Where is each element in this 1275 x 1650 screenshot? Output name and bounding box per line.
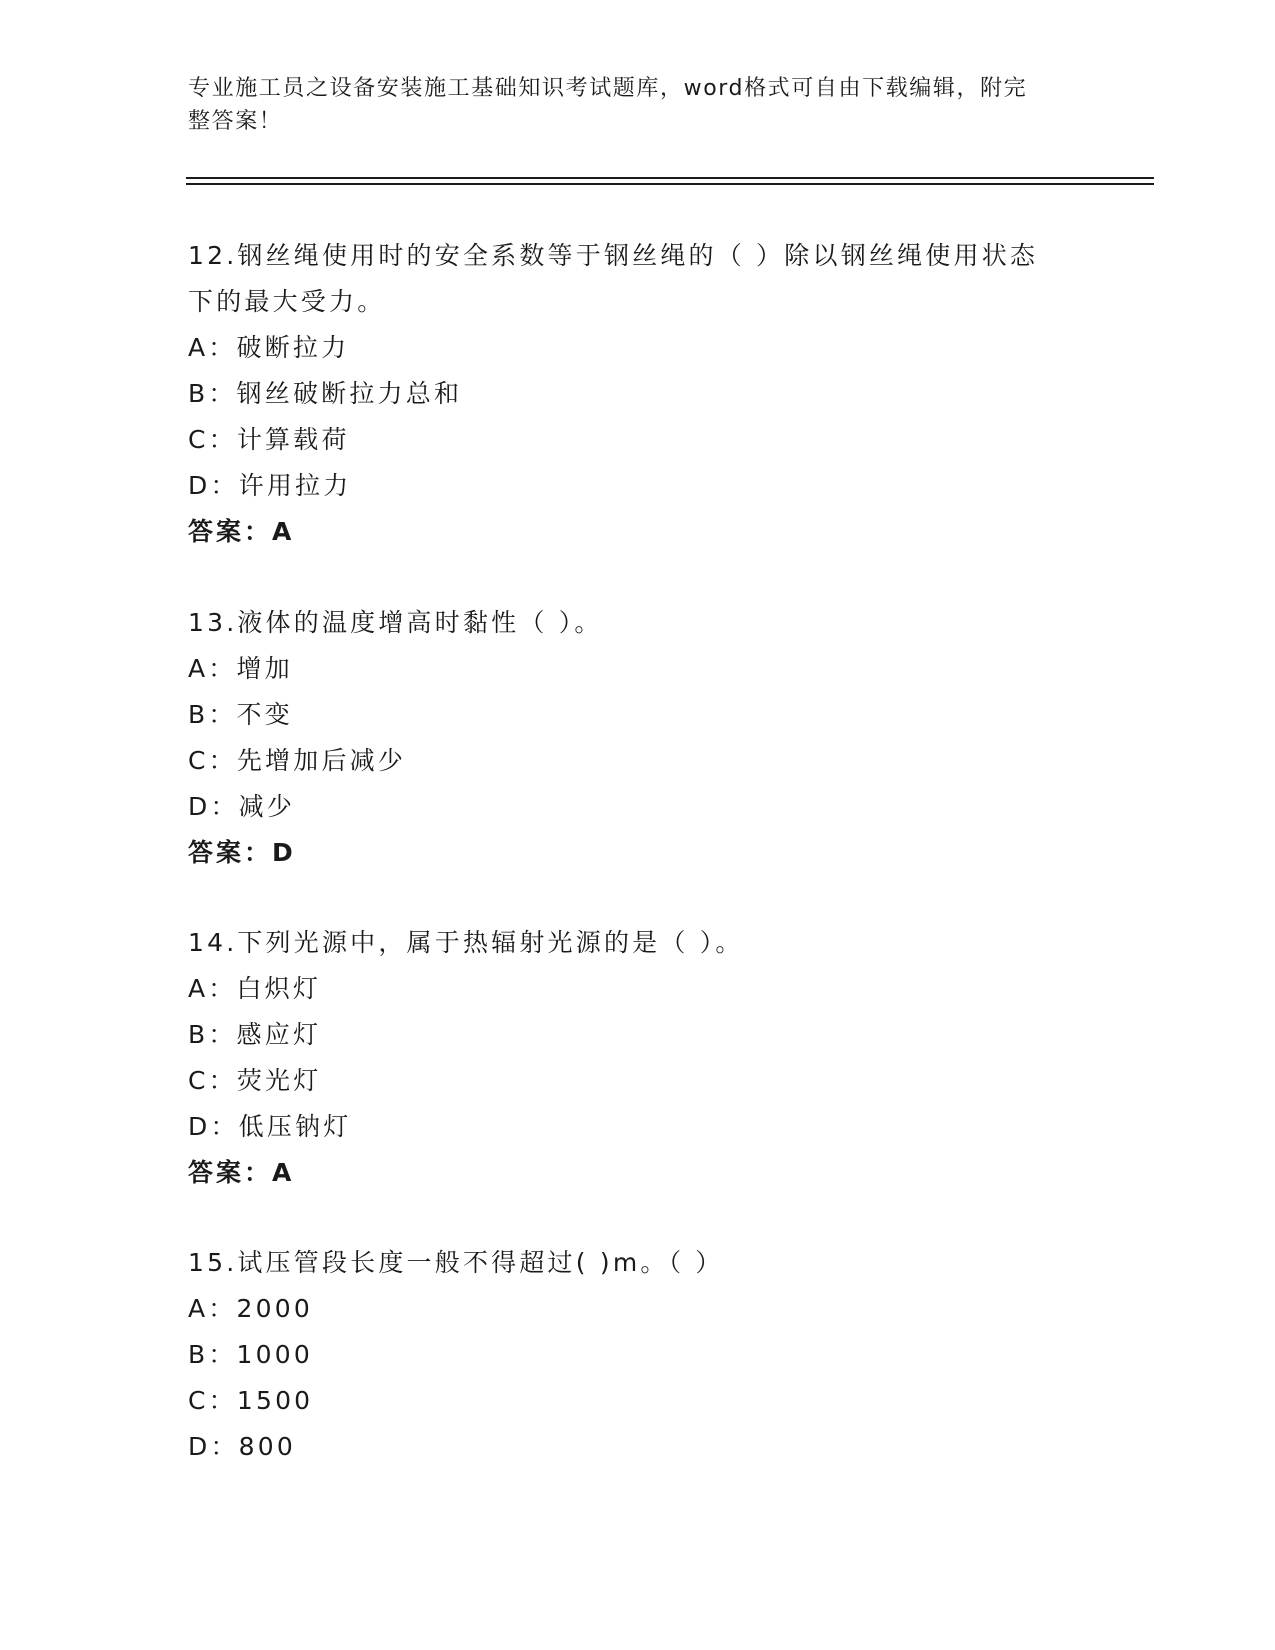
question-stem: 12.钢丝绳使用时的安全系数等于钢丝绳的（ ）除以钢丝绳使用状态 <box>188 241 1039 270</box>
option-c: C：1500 <box>188 1386 314 1415</box>
option-a: A：破断拉力 <box>188 333 350 362</box>
header-divider-top <box>186 177 1154 179</box>
option-d: D：许用拉力 <box>188 471 352 500</box>
question-15 <box>188 1240 1088 1470</box>
option-d: D：800 <box>188 1432 296 1461</box>
option-a: A：白炽灯 <box>188 974 322 1003</box>
question-stem: 15.试压管段长度一般不得超过( )m。（ ） <box>188 1248 724 1277</box>
document-header <box>188 72 1068 138</box>
question-12 <box>188 233 1088 555</box>
question-14 <box>188 920 1088 1196</box>
option-b: B：不变 <box>188 700 293 729</box>
option-d: D：低压钠灯 <box>188 1112 352 1141</box>
question-stem: 14.下列光源中，属于热辐射光源的是（ ）。 <box>188 928 744 957</box>
option-c: C：计算载荷 <box>188 425 350 454</box>
option-d: D：减少 <box>188 792 296 821</box>
header-divider-bottom <box>186 183 1154 185</box>
header-line-2: 整答案！ <box>188 109 283 134</box>
option-b: B：1000 <box>188 1340 313 1369</box>
answer: 答案：D <box>188 838 296 867</box>
header-line-1: 专业施工员之设备安装施工基础知识考试题库，word格式可自由下载编辑，附完 <box>188 76 1028 101</box>
question-13 <box>188 600 1088 876</box>
option-c: C：荧光灯 <box>188 1066 322 1095</box>
question-stem-continued: 下的最大受力。 <box>188 287 386 316</box>
option-c: C：先增加后减少 <box>188 746 407 775</box>
question-stem: 13.液体的温度增高时黏性（ ）。 <box>188 608 603 637</box>
answer: 答案：A <box>188 1158 295 1187</box>
answer: 答案：A <box>188 517 295 546</box>
option-a: A：2000 <box>188 1294 313 1323</box>
option-b: B：钢丝破断拉力总和 <box>188 379 463 408</box>
option-b: B：感应灯 <box>188 1020 322 1049</box>
option-a: A：增加 <box>188 654 293 683</box>
